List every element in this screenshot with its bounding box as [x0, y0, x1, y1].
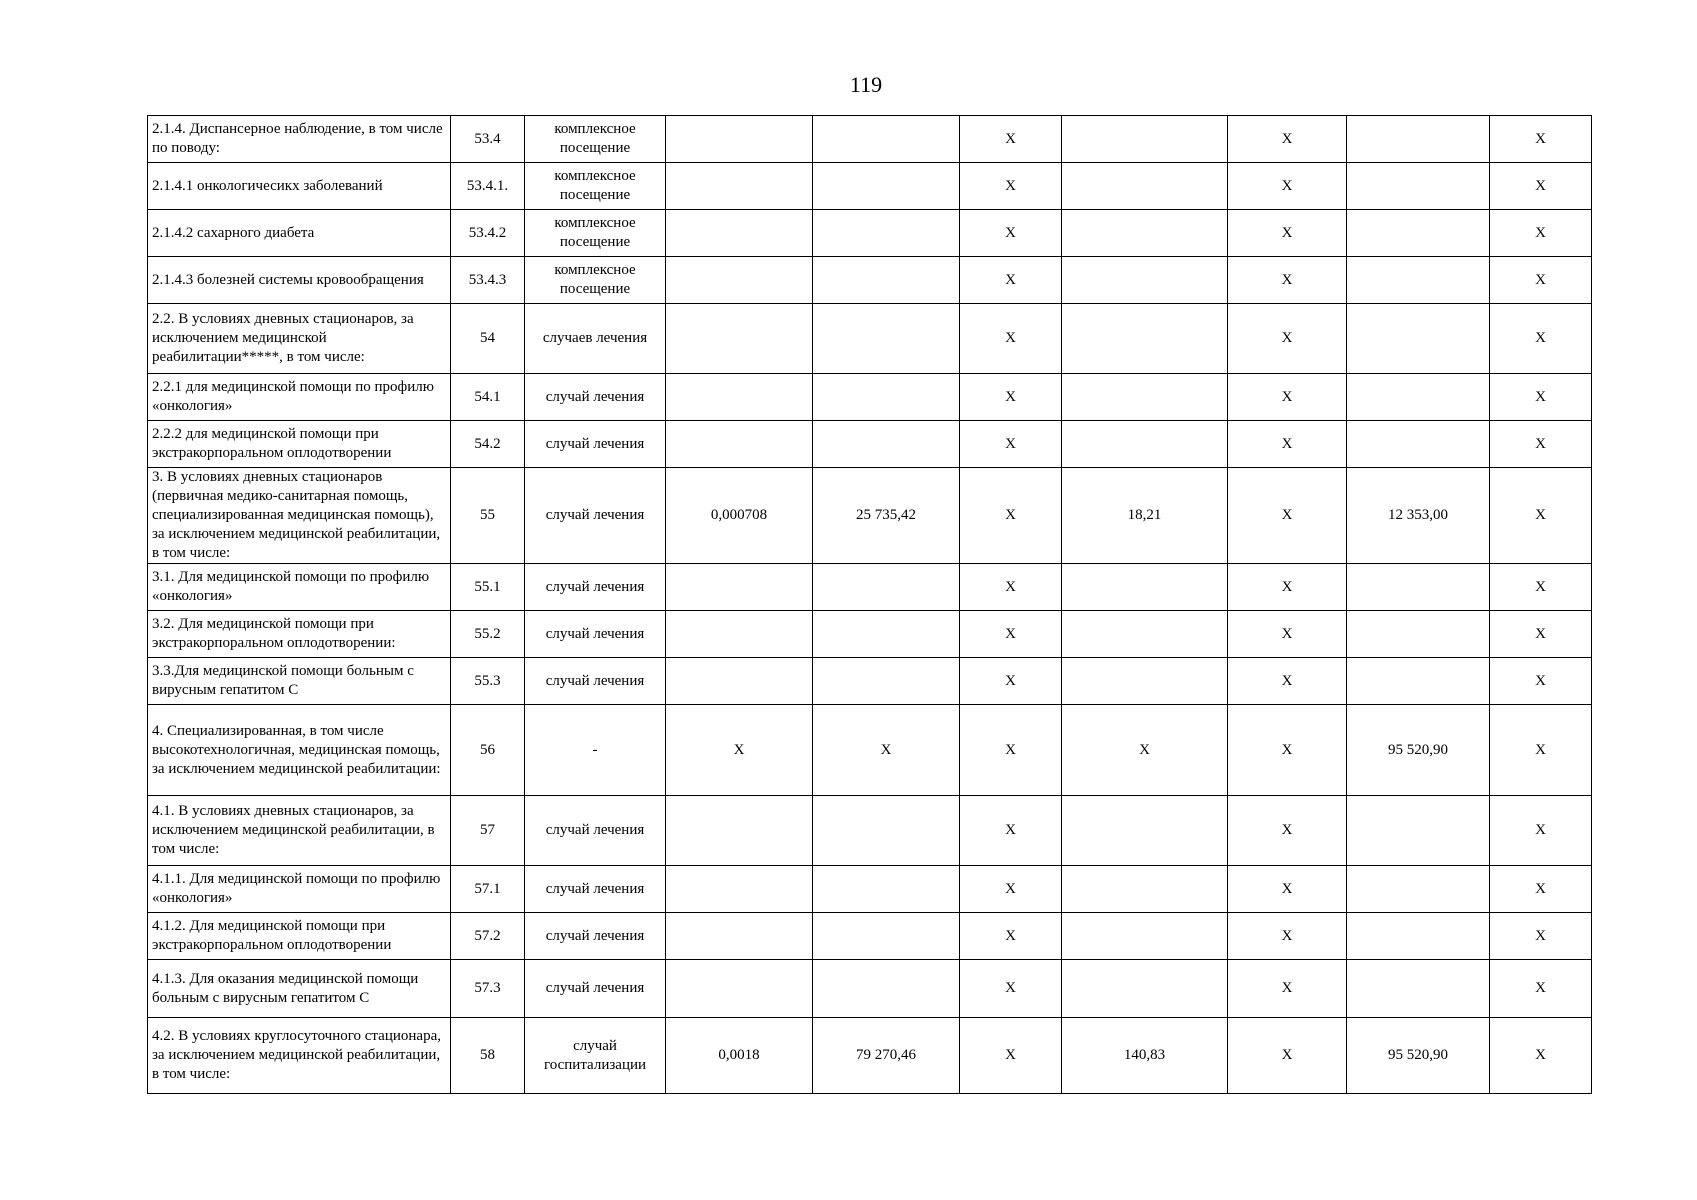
table-row: [148, 163, 1592, 210]
cell-col6: X: [960, 210, 1062, 257]
cell-col6: X: [960, 468, 1062, 564]
cell-col10: X: [1490, 611, 1592, 658]
cell-col5: [813, 257, 960, 304]
cell-code: 55.1: [451, 564, 525, 611]
cell-col8: X: [1228, 866, 1347, 913]
cell-col9: [1347, 658, 1490, 705]
cell-unit: случай лечения: [525, 564, 666, 611]
cell-col4: 0,0018: [666, 1018, 813, 1094]
cell-col6: X: [960, 796, 1062, 866]
cell-unit: случаев лечения: [525, 304, 666, 374]
cell-col7: [1062, 421, 1228, 468]
cell-col4: 0,000708: [666, 468, 813, 564]
cell-code: 54.2: [451, 421, 525, 468]
table-row: [148, 658, 1592, 705]
cell-col9: [1347, 611, 1490, 658]
cell-col4: [666, 611, 813, 658]
table-row: [148, 705, 1592, 796]
cell-name: 2.1.4.3 болезней системы кровообращения: [148, 257, 451, 304]
cell-col8: X: [1228, 304, 1347, 374]
cell-col7: [1062, 796, 1228, 866]
cell-code: 57.2: [451, 913, 525, 960]
cell-col6: X: [960, 705, 1062, 796]
cell-code: 53.4.3: [451, 257, 525, 304]
cell-col10: X: [1490, 1018, 1592, 1094]
cell-col8: X: [1228, 564, 1347, 611]
cell-col5: [813, 304, 960, 374]
cell-col9: [1347, 116, 1490, 163]
cell-unit: комплексное посещение: [525, 163, 666, 210]
cell-col6: X: [960, 913, 1062, 960]
cell-col10: X: [1490, 257, 1592, 304]
data-table: [147, 115, 1592, 1094]
table-row: [148, 913, 1592, 960]
cell-name: 3.3.Для медицинской помощи больным с вирусным гепатитом С: [148, 658, 451, 705]
cell-col5: [813, 658, 960, 705]
page-number: 119: [849, 72, 883, 97]
cell-col4: [666, 210, 813, 257]
cell-code: 53.4.1.: [451, 163, 525, 210]
table-row: [148, 210, 1592, 257]
table-row: [148, 960, 1592, 1018]
cell-unit: случай лечения: [525, 658, 666, 705]
cell-name: 2.1.4.1 онкологичесикх заболеваний: [148, 163, 451, 210]
cell-col8: X: [1228, 796, 1347, 866]
cell-col9: [1347, 960, 1490, 1018]
table-row: [148, 796, 1592, 866]
cell-col6: X: [960, 257, 1062, 304]
cell-code: 57: [451, 796, 525, 866]
cell-col7: [1062, 257, 1228, 304]
cell-unit: -: [525, 705, 666, 796]
cell-code: 55.3: [451, 658, 525, 705]
cell-name: 3.1. Для медицинской помощи по профилю «онкология»: [148, 564, 451, 611]
cell-unit: комплексное посещение: [525, 210, 666, 257]
cell-col9: [1347, 796, 1490, 866]
cell-code: 54: [451, 304, 525, 374]
cell-name: 3.2. Для медицинской помощи при экстракорпоральном оплодотворении:: [148, 611, 451, 658]
cell-col9: 95 520,90: [1347, 705, 1490, 796]
cell-col9: [1347, 304, 1490, 374]
cell-name: 2.2.1 для медицинской помощи по профилю «онкология»: [148, 374, 451, 421]
cell-col5: X: [813, 705, 960, 796]
cell-col10: X: [1490, 796, 1592, 866]
cell-col10: X: [1490, 374, 1592, 421]
cell-unit: случай лечения: [525, 468, 666, 564]
cell-col4: [666, 658, 813, 705]
cell-col8: X: [1228, 257, 1347, 304]
table-row: [148, 304, 1592, 374]
cell-col10: X: [1490, 468, 1592, 564]
cell-col8: X: [1228, 658, 1347, 705]
cell-col5: [813, 116, 960, 163]
cell-col10: X: [1490, 163, 1592, 210]
table-row: [148, 374, 1592, 421]
cell-col7: [1062, 611, 1228, 658]
cell-code: 57.3: [451, 960, 525, 1018]
cell-col5: [813, 163, 960, 210]
table-row: [148, 866, 1592, 913]
table-row: [148, 1018, 1592, 1094]
cell-col5: [813, 960, 960, 1018]
cell-col10: X: [1490, 304, 1592, 374]
cell-col10: X: [1490, 658, 1592, 705]
cell-col4: [666, 960, 813, 1018]
cell-col10: X: [1490, 421, 1592, 468]
cell-col5: [813, 866, 960, 913]
cell-code: 57.1: [451, 866, 525, 913]
cell-col5: [813, 210, 960, 257]
cell-col4: [666, 564, 813, 611]
cell-col9: [1347, 257, 1490, 304]
cell-col6: X: [960, 866, 1062, 913]
cell-name: 3. В условиях дневных стационаров (первичная медико-санитарная помощь, специализированная медицинская помощь), за исключением медицинской реабилитации, в том числе:: [148, 468, 451, 564]
cell-code: 53.4: [451, 116, 525, 163]
table-body: [148, 116, 1592, 1094]
cell-name: 4.1. В условиях дневных стационаров, за исключением медицинской реабилитации, в том числе:: [148, 796, 451, 866]
cell-col5: [813, 421, 960, 468]
cell-col5: 79 270,46: [813, 1018, 960, 1094]
cell-unit: случай лечения: [525, 866, 666, 913]
cell-col7: [1062, 163, 1228, 210]
cell-col10: X: [1490, 116, 1592, 163]
cell-col9: 95 520,90: [1347, 1018, 1490, 1094]
cell-col7: [1062, 913, 1228, 960]
cell-name: 4.1.1. Для медицинской помощи по профилю «онкология»: [148, 866, 451, 913]
cell-col9: [1347, 564, 1490, 611]
cell-col5: [813, 374, 960, 421]
cell-col8: X: [1228, 163, 1347, 210]
cell-col10: X: [1490, 960, 1592, 1018]
cell-col9: 12 353,00: [1347, 468, 1490, 564]
cell-name: 4.2. В условиях круглосуточного стационара, за исключением медицинской реабилитации, в том числе:: [148, 1018, 451, 1094]
cell-col5: [813, 913, 960, 960]
cell-col4: [666, 913, 813, 960]
cell-col4: X: [666, 705, 813, 796]
cell-col4: [666, 421, 813, 468]
cell-col6: X: [960, 116, 1062, 163]
cell-name: 4.1.2. Для медицинской помощи при экстракорпоральном оплодотворении: [148, 913, 451, 960]
cell-name: 2.2. В условиях дневных стационаров, за исключением медицинской реабилитации*****, в том числе:: [148, 304, 451, 374]
cell-col7: 140,83: [1062, 1018, 1228, 1094]
table-row: [148, 611, 1592, 658]
cell-unit: комплексное посещение: [525, 116, 666, 163]
cell-col8: X: [1228, 705, 1347, 796]
cell-col8: X: [1228, 913, 1347, 960]
cell-col7: [1062, 304, 1228, 374]
cell-col8: X: [1228, 210, 1347, 257]
cell-col6: X: [960, 564, 1062, 611]
cell-code: 56: [451, 705, 525, 796]
cell-col6: X: [960, 611, 1062, 658]
cell-name: 4.1.3. Для оказания медицинской помощи больным с вирусным гепатитом С: [148, 960, 451, 1018]
cell-col5: 25 735,42: [813, 468, 960, 564]
cell-col7: [1062, 658, 1228, 705]
cell-col8: X: [1228, 1018, 1347, 1094]
cell-col7: [1062, 960, 1228, 1018]
cell-col6: X: [960, 163, 1062, 210]
cell-col8: X: [1228, 468, 1347, 564]
cell-unit: случай лечения: [525, 960, 666, 1018]
cell-col7: X: [1062, 705, 1228, 796]
cell-col8: X: [1228, 421, 1347, 468]
table-row: [148, 564, 1592, 611]
cell-col5: [813, 564, 960, 611]
cell-col10: X: [1490, 866, 1592, 913]
cell-col7: [1062, 564, 1228, 611]
cell-col6: X: [960, 658, 1062, 705]
cell-col8: X: [1228, 960, 1347, 1018]
cell-name: 4. Специализированная, в том числе высокотехнологичная, медицинская помощь, за исключением медицинской реабилитации:: [148, 705, 451, 796]
cell-name: 2.1.4.2 сахарного диабета: [148, 210, 451, 257]
cell-col5: [813, 796, 960, 866]
cell-code: 53.4.2: [451, 210, 525, 257]
cell-col7: [1062, 374, 1228, 421]
cell-col10: X: [1490, 913, 1592, 960]
cell-col6: X: [960, 421, 1062, 468]
cell-col4: [666, 304, 813, 374]
cell-name: 2.2.2 для медицинской помощи при экстракорпоральном оплодотворении: [148, 421, 451, 468]
cell-col4: [666, 796, 813, 866]
cell-col7: [1062, 116, 1228, 163]
cell-col9: [1347, 913, 1490, 960]
cell-col4: [666, 116, 813, 163]
cell-col10: X: [1490, 564, 1592, 611]
cell-col6: X: [960, 1018, 1062, 1094]
cell-col10: X: [1490, 705, 1592, 796]
cell-col9: [1347, 163, 1490, 210]
cell-unit: случай лечения: [525, 374, 666, 421]
cell-unit: случай лечения: [525, 421, 666, 468]
cell-code: 55: [451, 468, 525, 564]
cell-col10: X: [1490, 210, 1592, 257]
cell-col8: X: [1228, 374, 1347, 421]
cell-col9: [1347, 210, 1490, 257]
cell-col6: X: [960, 960, 1062, 1018]
table-row: [148, 116, 1592, 163]
cell-unit: случай госпитализации: [525, 1018, 666, 1094]
cell-col4: [666, 374, 813, 421]
cell-col5: [813, 611, 960, 658]
cell-col9: [1347, 374, 1490, 421]
cell-col8: X: [1228, 611, 1347, 658]
table-row: [148, 257, 1592, 304]
table-row: [148, 468, 1592, 564]
cell-code: 54.1: [451, 374, 525, 421]
cell-col4: [666, 257, 813, 304]
cell-col4: [666, 163, 813, 210]
table-row: [148, 421, 1592, 468]
cell-unit: случай лечения: [525, 913, 666, 960]
cell-col7: [1062, 866, 1228, 913]
cell-code: 58: [451, 1018, 525, 1094]
cell-col9: [1347, 866, 1490, 913]
cell-col9: [1347, 421, 1490, 468]
cell-col7: 18,21: [1062, 468, 1228, 564]
cell-code: 55.2: [451, 611, 525, 658]
cell-name: 2.1.4. Диспансерное наблюдение, в том числе по поводу:: [148, 116, 451, 163]
cell-unit: случай лечения: [525, 611, 666, 658]
cell-col8: X: [1228, 116, 1347, 163]
cell-col7: [1062, 210, 1228, 257]
cell-unit: комплексное посещение: [525, 257, 666, 304]
cell-col6: X: [960, 304, 1062, 374]
cell-col6: X: [960, 374, 1062, 421]
cell-unit: случай лечения: [525, 796, 666, 866]
cell-col4: [666, 866, 813, 913]
